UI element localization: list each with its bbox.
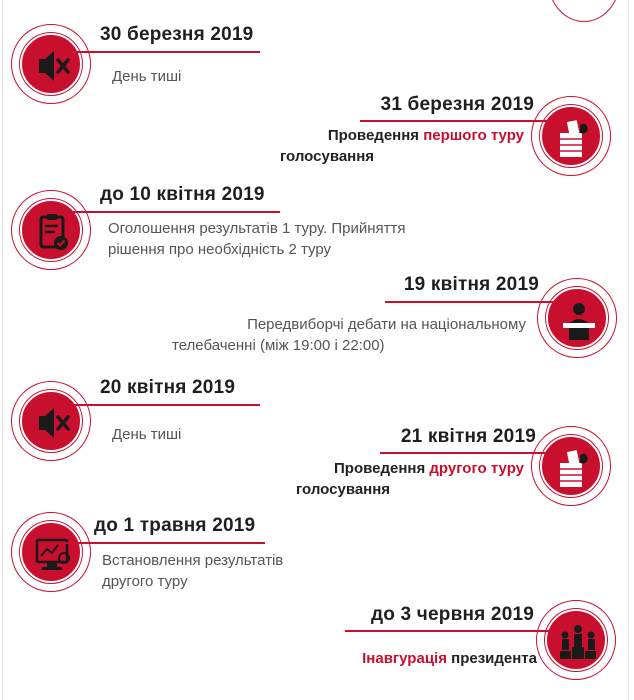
ballot-box-icon (542, 107, 604, 169)
event-8-date: до 3 червня 2019 (371, 604, 534, 625)
event-4-icon-badge (537, 278, 617, 358)
ballot-box-icon (542, 437, 604, 499)
event-5-date: 20 квітня 2019 (100, 377, 236, 398)
event-6-desc-pre: Проведення (334, 460, 430, 477)
event-3-description (108, 218, 406, 260)
event-2-date: 31 березня 2019 (380, 94, 534, 115)
event-2-desc-highlight: першого туру (423, 127, 524, 144)
event-6-description (264, 458, 524, 500)
event-3-desc-line-2: рішення про необхідність 2 туру (108, 241, 332, 258)
event-6-desc-highlight: другого туру (429, 460, 524, 477)
event-8-desc-highlight: Інавгурація (362, 650, 447, 667)
event-7-underline (60, 542, 265, 544)
event-5-underline (60, 404, 260, 406)
event-6-underline (380, 452, 565, 454)
event-2-underline (360, 120, 565, 122)
event-2-desc-pre: Проведення (327, 127, 424, 144)
event-7-icon-badge (11, 512, 91, 592)
mute-icon (22, 392, 84, 454)
event-7-desc-line-2: другого туру (102, 573, 188, 590)
event-3-icon-badge (11, 190, 91, 270)
inauguration-icon (547, 611, 609, 673)
event-4-desc-line-1: Передвиборчі дебати на національному (247, 316, 526, 333)
event-3-desc-line-1: Оголошення результатів 1 туру. Прийняття (108, 220, 406, 237)
event-1-date: 30 березня 2019 (100, 24, 254, 45)
event-2-icon-badge (531, 96, 611, 176)
previous-event-ring (548, 0, 620, 22)
right-border (628, 0, 629, 700)
event-2-desc-post: голосування (280, 148, 375, 165)
event-4-underline (385, 301, 565, 303)
event-4-description (146, 314, 526, 356)
podium-speaker-icon (548, 289, 610, 351)
event-5-description: День тиші (112, 426, 182, 443)
event-3-underline (60, 211, 280, 213)
event-7-date: до 1 травня 2019 (94, 515, 256, 536)
event-7-description (102, 550, 283, 592)
event-6-icon-badge (531, 426, 611, 506)
event-5-icon-badge (11, 381, 91, 461)
event-4-date: 19 квітня 2019 (403, 274, 539, 295)
event-8-description (362, 648, 537, 669)
event-1-description: День тиші (112, 68, 182, 85)
event-8-underline (345, 630, 560, 632)
event-6-desc-post: голосування (296, 481, 391, 498)
event-8-desc-post: президента (446, 650, 537, 667)
event-1-underline (60, 51, 260, 53)
monitor-chart-icon (22, 523, 84, 585)
event-7-desc-line-1: Встановлення результатів (102, 552, 284, 569)
mute-icon (22, 35, 84, 97)
event-8-icon-badge (536, 600, 616, 680)
event-3-date: до 10 квітня 2019 (100, 184, 265, 205)
event-2-description (264, 125, 524, 167)
left-border (2, 0, 3, 700)
event-6-date: 21 квітня 2019 (400, 426, 536, 447)
event-1-icon-badge (11, 24, 91, 104)
event-4-desc-line-2: телебаченні (між 19:00 і 22:00) (172, 337, 385, 354)
